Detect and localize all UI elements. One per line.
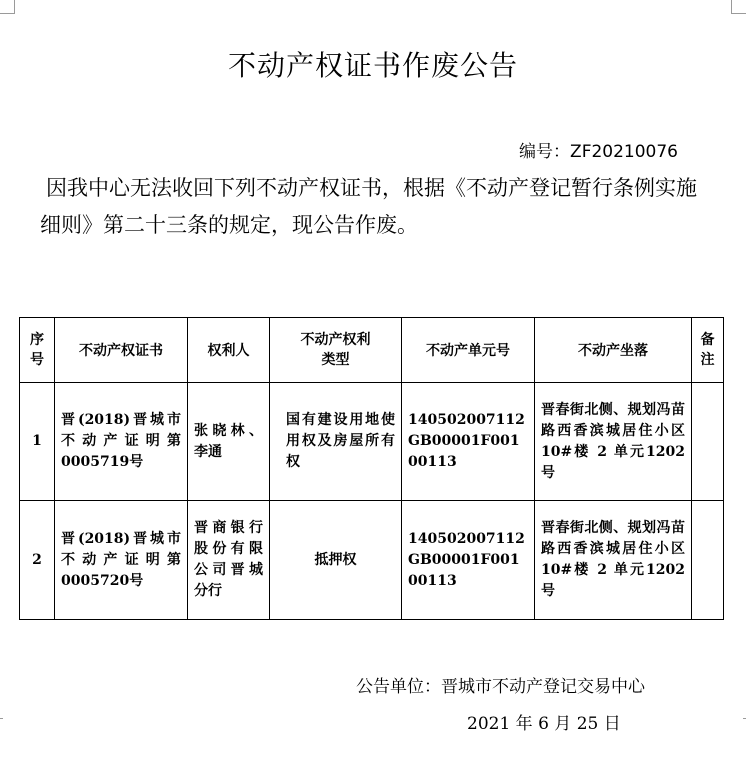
cell-right-type: 国有建设用地使用权及房屋所有权 bbox=[270, 383, 402, 501]
cell-location: 晋春街北侧、规划冯苗路西香滨城居住小区 10#楼 2 单元1202号 bbox=[535, 383, 692, 501]
cell-location: 晋春街北侧、规划冯苗路西香滨城居住小区 10#楼 2 单元1202号 bbox=[535, 501, 692, 620]
page-title: 不动产权证书作废公告 bbox=[227, 49, 518, 82]
cell-unit: 140502007112GB00001F00100113 bbox=[402, 383, 535, 501]
header-holder: 权利人 bbox=[188, 318, 270, 383]
notice-body: 因我中心无法收回下列不动产权证书，根据《不动产登记暂行条例实施细则》第二十三条的规定，现公告作废。 bbox=[40, 176, 697, 237]
cell-holder: 晋商银行股份有限公司晋城分行 bbox=[188, 501, 270, 620]
header-note: 备注 bbox=[692, 318, 724, 383]
header-unit: 不动产单元号 bbox=[402, 318, 535, 383]
crop-mark-top-left bbox=[0, 0, 15, 14]
margin-tick-left bbox=[0, 718, 3, 719]
certificate-table bbox=[19, 317, 724, 620]
issuing-unit: 公告单位：晋城市不动产登记交易中心 bbox=[356, 677, 645, 697]
issue-date: 2021 年 6 月 25 日 bbox=[467, 714, 621, 734]
cell-unit: 140502007112GB00001F00100113 bbox=[402, 501, 535, 620]
cell-cert: 晋(2018)晋城市不动产证明第0005720号 bbox=[55, 501, 188, 620]
header-location: 不动产坐落 bbox=[535, 318, 692, 383]
document-number: 编号：ZF20210076 bbox=[519, 142, 678, 162]
cell-note bbox=[692, 383, 724, 501]
crop-mark-top-right bbox=[731, 0, 746, 14]
cell-cert: 晋(2018)晋城市不动产证明第0005719号 bbox=[55, 383, 188, 501]
header-right-type: 不动产权利类型 bbox=[270, 318, 402, 383]
table-header-row bbox=[20, 318, 724, 383]
table-row bbox=[20, 383, 724, 501]
header-seq: 序号 bbox=[20, 318, 55, 383]
header-cert: 不动产权证书 bbox=[55, 318, 188, 383]
cell-note bbox=[692, 501, 724, 620]
cell-right-type: 抵押权 bbox=[270, 501, 402, 620]
cell-seq: 2 bbox=[20, 501, 55, 620]
cell-holder: 张晓林、李通 bbox=[188, 383, 270, 501]
cell-seq: 1 bbox=[20, 383, 55, 501]
table-row bbox=[20, 501, 724, 620]
